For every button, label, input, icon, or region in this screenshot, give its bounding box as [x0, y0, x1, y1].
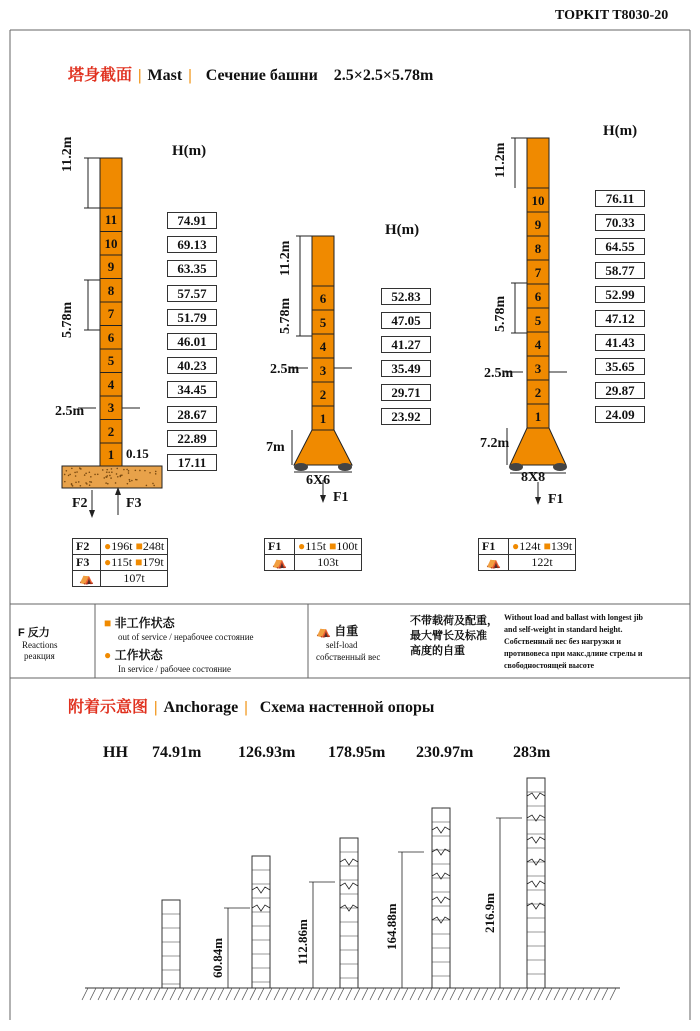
mast-section-number: 4 [319, 338, 327, 354]
mast-section-number: 3 [534, 360, 542, 376]
anchorage-height: 283m [513, 744, 551, 761]
ground-hatch-line [258, 988, 264, 1000]
mast-section-number: 10 [531, 192, 545, 208]
ground-hatch-line [130, 988, 136, 1000]
foundation-texture [121, 474, 123, 476]
height-value: 29.87 [595, 382, 645, 399]
model-label: TOPKIT T8030-20 [555, 8, 669, 23]
foundation-texture [123, 469, 125, 471]
foundation-texture [131, 480, 133, 482]
tower-1-width: 2.5m [55, 404, 85, 419]
anchorage-diagram [82, 778, 620, 1000]
tower-1-h-label: H(m) [172, 143, 207, 159]
legend-reactions-en: Reactions [22, 640, 58, 650]
foundation-texture [79, 467, 81, 469]
height-value: 41.27 [381, 336, 431, 353]
ground-hatch-line [138, 988, 144, 1000]
mast-section-number: 1 [534, 408, 542, 424]
foundation-texture [116, 468, 118, 470]
ground-hatch-line [482, 988, 488, 1000]
foundation-texture [149, 472, 151, 474]
tower-1-f3: F3 [126, 496, 142, 511]
foundation-texture [89, 481, 91, 483]
foundation-texture [71, 468, 73, 470]
ground-hatch-line [474, 988, 480, 1000]
ground-hatch-line [242, 988, 248, 1000]
tower-2-top-height: 11.2m [278, 240, 293, 276]
ground-hatch-line [82, 988, 88, 1000]
ground-hatch-line [426, 988, 432, 1000]
tower-3-reaction-table: F1 ●124t ■139t ⛺ 122t [478, 538, 576, 571]
foundation-texture [144, 470, 146, 472]
foundation-texture [94, 474, 96, 476]
anchorage-title-cn: 附着示意图 [68, 699, 149, 716]
foundation-texture [80, 485, 82, 487]
foundation-texture [129, 480, 131, 482]
mast-section-number: 7 [534, 264, 542, 280]
foundation-texture [90, 476, 92, 478]
foundation-texture [107, 483, 109, 485]
tower-3-base-height: 7.2m [480, 436, 510, 451]
height-value: 52.99 [595, 286, 645, 303]
ground-hatch-line [234, 988, 240, 1000]
foundation-texture [155, 471, 157, 473]
anchorage-title: 附着示意图 | Anchorage | Схема настенной опоры [68, 694, 434, 717]
mast-title-en: Mast [147, 67, 183, 84]
ground-hatch-line [322, 988, 328, 1000]
tower-3-section-height: 5.78m [493, 295, 508, 332]
foundation-texture [152, 483, 154, 485]
ground-hatch-line [514, 988, 520, 1000]
mast-section-number: 8 [534, 240, 542, 256]
ground-hatch-line [378, 988, 384, 1000]
ground-hatch-line [466, 988, 472, 1000]
legend-self-weight: ⛺ 自重 [316, 624, 359, 638]
self-weight-icon: ⛺ [479, 555, 509, 571]
ground-hatch-line [578, 988, 584, 1000]
foundation-texture [116, 473, 118, 475]
ground-hatch-line [434, 988, 440, 1000]
foundation-texture [72, 485, 74, 487]
anchorage-height: 126.93m [238, 744, 296, 761]
foundation-texture [153, 485, 155, 487]
mast-section-number: 3 [319, 362, 327, 378]
ground-hatch-line [226, 988, 232, 1000]
mast-section-number: 11 [104, 212, 118, 228]
ground-hatch-line [250, 988, 256, 1000]
ground-hatch-line [610, 988, 616, 1000]
foundation-texture [64, 474, 66, 476]
ground-hatch-line [162, 988, 168, 1000]
ground-hatch-line [410, 988, 416, 1000]
foundation-texture [139, 470, 141, 472]
ground-hatch-line [602, 988, 608, 1000]
mast-section-number: 7 [107, 306, 115, 322]
tower-1-reaction-table: F2 ●196t ■248t F3 ●115t ■179t ⛺ 107t [72, 538, 168, 587]
anchorage-title-ru: Схема настенной опоры [259, 699, 435, 716]
foundation-texture [106, 471, 108, 473]
circle-marker-icon: ● [104, 648, 112, 662]
foundation-texture [76, 471, 78, 473]
legend-note-cn: 不带载荷及配重， 最大臂长及标准 高度的自重 [410, 615, 498, 657]
height-value: 35.49 [381, 360, 431, 377]
height-value: 40.23 [167, 357, 217, 374]
foundation-texture [64, 481, 66, 483]
legend-self-en: self-load [326, 640, 358, 650]
ground-hatch-line [554, 988, 560, 1000]
height-value: 28.67 [167, 406, 217, 423]
height-value: 58.77 [595, 262, 645, 279]
foundation-texture [106, 475, 108, 477]
tower-2-base-height: 7m [266, 440, 285, 455]
anchorage-distance: 164.88m [384, 903, 399, 950]
foundation-texture [78, 481, 80, 483]
ground-hatch-line [394, 988, 400, 1000]
ground-hatch-line [210, 988, 216, 1000]
mast-section-number: 4 [107, 376, 115, 392]
ground-hatch-line [346, 988, 352, 1000]
mast-section-number: 1 [319, 410, 327, 426]
legend-out-service-en: out of service / нерабочее состояние [118, 632, 254, 642]
foundation-texture [66, 470, 68, 472]
height-value: 47.05 [381, 312, 431, 329]
ground-hatch-line [530, 988, 536, 1000]
height-value: 24.09 [595, 406, 645, 423]
foundation-texture [103, 477, 105, 479]
mast-section-number: 5 [534, 312, 542, 328]
ground-hatch-line [354, 988, 360, 1000]
ground-hatch-line [122, 988, 128, 1000]
height-value: 47.12 [595, 310, 645, 327]
height-value: 76.11 [595, 190, 645, 207]
height-value: 22.89 [167, 430, 217, 447]
ground-hatch-line [386, 988, 392, 1000]
ground-hatch-line [370, 988, 376, 1000]
foundation-texture [135, 479, 137, 481]
foundation-texture [110, 477, 112, 479]
ground-hatch-line [306, 988, 312, 1000]
mast-section-number: 9 [107, 259, 115, 275]
anchorage-distance: 216.9m [482, 892, 497, 933]
foundation-texture [91, 481, 93, 483]
foundation-texture [85, 473, 87, 475]
anchorage-height: 178.95m [328, 744, 386, 761]
legend-note-en-ru: Without load and ballast with longest jib and self-weight in standard height. Собственный вес без нагрузки и противовеса при макс.длине стрелы и свободностоящей высоте [504, 613, 643, 670]
mast-section-number: 6 [319, 290, 327, 306]
foundation-texture [74, 472, 76, 474]
ground-hatch-line [594, 988, 600, 1000]
legend-reactions-ru: реакция [24, 651, 55, 661]
height-value: 41.43 [595, 334, 645, 351]
ground-hatch-line [546, 988, 552, 1000]
foundation-texture [135, 470, 137, 472]
ground-hatch-line [202, 988, 208, 1000]
mast-section-number: 10 [104, 235, 118, 251]
ground-hatch-line [186, 988, 192, 1000]
self-weight-icon: ⛺ [265, 555, 295, 571]
mast-section-number: 2 [534, 384, 542, 400]
ground-hatch-line [98, 988, 104, 1000]
foundation-texture [127, 483, 129, 485]
mast-section-title: 塔身截面 | Mast | Сечение башни 2.5×2.5×5.78m [68, 62, 433, 85]
mast-section-number: 1 [107, 447, 115, 463]
foundation-texture [84, 474, 86, 476]
mast-section-number: 3 [107, 400, 115, 416]
foundation-texture [106, 469, 108, 471]
ground-hatch-line [298, 988, 304, 1000]
foundation-texture [85, 482, 87, 484]
foundation-texture [111, 471, 113, 473]
foundation-texture [89, 471, 91, 473]
ground-hatch-line [274, 988, 280, 1000]
mast-title-ru: Сечение башни [205, 67, 318, 84]
mast-section-number: 6 [534, 288, 542, 304]
foundation-texture [105, 482, 107, 484]
self-weight-icon: ⛺ [316, 624, 331, 638]
mast-section-number: 5 [107, 353, 115, 369]
ground-hatch-line [562, 988, 568, 1000]
square-marker-icon: ■ [104, 616, 112, 630]
height-value: 34.45 [167, 381, 217, 398]
foundation-texture [126, 469, 128, 471]
tower-2-section-height: 5.78m [278, 297, 293, 334]
ground-hatch-line [194, 988, 200, 1000]
ground-hatch-line [146, 988, 152, 1000]
anchorage-tower [527, 778, 545, 988]
legend-out-service: ■ 非工作状态 [104, 616, 175, 630]
height-value: 51.79 [167, 309, 217, 326]
foundation-texture [68, 475, 70, 477]
ground-hatch-line [178, 988, 184, 1000]
foundation-texture [109, 475, 111, 477]
ground-hatch-line [106, 988, 112, 1000]
self-weight-icon: ⛺ [73, 571, 101, 587]
height-value: 17.11 [167, 454, 217, 471]
tower-2-width: 2.5m [270, 362, 300, 377]
anchorage-distance: 112.86m [295, 919, 310, 965]
ground-hatch-line [282, 988, 288, 1000]
tower-3-base-width: 8X8 [521, 470, 546, 485]
mast-section-number: 9 [534, 216, 542, 232]
ground-hatch-line [442, 988, 448, 1000]
anchorage-title-en: Anchorage [163, 699, 239, 716]
height-value: 69.13 [167, 236, 217, 253]
foundation-texture [155, 473, 157, 475]
anchorage-height-list [0, 744, 700, 764]
anchorage-tower [162, 900, 180, 988]
height-value: 29.71 [381, 384, 431, 401]
tower-2-base [294, 430, 352, 465]
foundation-texture [102, 469, 104, 471]
ground-hatch-line [490, 988, 496, 1000]
foundation-texture [89, 484, 91, 486]
mast-section-number: 6 [107, 329, 115, 345]
anchorage-height: 230.97m [416, 744, 474, 761]
mast-section-number: 2 [107, 423, 115, 439]
height-value: 52.83 [381, 288, 431, 305]
ground-hatch-line [570, 988, 576, 1000]
foundation-texture [75, 475, 77, 477]
legend-in-service: ● 工作状态 [104, 648, 163, 662]
ground-hatch-line [538, 988, 544, 1000]
ground-hatch-line [498, 988, 504, 1000]
ground-hatch-line [362, 988, 368, 1000]
ground-hatch-line [586, 988, 592, 1000]
ground-hatch-line [402, 988, 408, 1000]
legend-self-ru: собственный вес [316, 652, 381, 662]
foundation-texture [111, 468, 113, 470]
tower-3-base [510, 428, 566, 465]
ground-hatch-line [330, 988, 336, 1000]
ground-hatch-line [506, 988, 512, 1000]
mast-dims: 2.5×2.5×5.78m [333, 67, 434, 84]
anchorage-hh-label: HH [103, 744, 128, 761]
foundation-texture [117, 476, 119, 478]
ground-hatch-line [90, 988, 96, 1000]
tower-2-reaction-table: F1 ●115t ■100t ⛺ 103t [264, 538, 362, 571]
foundation-texture [128, 472, 130, 474]
tower-2-f1: F1 [333, 490, 349, 505]
mast-section-number: 4 [534, 336, 542, 352]
height-value: 57.57 [167, 285, 217, 302]
foundation-texture [128, 470, 130, 472]
tower-1-f2: F2 [72, 496, 88, 511]
legend-f-label: F 反力 [18, 627, 50, 639]
tower-2-base-width: 6X6 [306, 473, 331, 488]
mast-section-number: 8 [107, 282, 115, 298]
anchorage-height: 74.91m [152, 744, 202, 761]
foundation-texture [108, 471, 110, 473]
anchorage-distance: 60.84m [210, 937, 225, 978]
ground-hatch-line [458, 988, 464, 1000]
height-value: 63.35 [167, 260, 217, 277]
mast-section-number: 2 [319, 386, 327, 402]
legend-in-service-en: In service / рабочее состояние [118, 664, 231, 674]
foundation-texture [129, 479, 131, 481]
ground-hatch-line [314, 988, 320, 1000]
foundation-texture [146, 485, 148, 487]
ground-hatch-line [154, 988, 160, 1000]
tower-3-top-height: 11.2m [493, 142, 508, 178]
height-value: 35.65 [595, 358, 645, 375]
foundation-texture [97, 474, 99, 476]
ground-hatch-line [450, 988, 456, 1000]
tower-1-top-height: 11.2m [60, 136, 75, 172]
ground-hatch-line [114, 988, 120, 1000]
foundation-texture [115, 482, 117, 484]
ground-hatch-line [338, 988, 344, 1000]
tower-1-section-height: 5.78m [60, 301, 75, 338]
mast-section-number: 5 [319, 314, 327, 330]
ground-hatch-line [290, 988, 296, 1000]
foundation-texture [120, 476, 122, 478]
height-value: 46.01 [167, 333, 217, 350]
ground-hatch-line [218, 988, 224, 1000]
height-value: 64.55 [595, 238, 645, 255]
tower-2-h-label: H(m) [385, 222, 420, 238]
tower-3-width: 2.5m [484, 366, 514, 381]
height-value: 70.33 [595, 214, 645, 231]
foundation-texture [75, 481, 77, 483]
mast-title-cn: 塔身截面 [68, 67, 133, 84]
tower-1-base-offset: 0.15 [126, 446, 149, 461]
tower-3-f1: F1 [548, 492, 564, 507]
ground-hatch-line [522, 988, 528, 1000]
ground-hatch-line [418, 988, 424, 1000]
foundation-texture [69, 474, 71, 476]
tower-3-h-label: H(m) [603, 123, 638, 139]
height-value: 74.91 [167, 212, 217, 229]
ground-hatch-line [266, 988, 272, 1000]
height-value: 23.92 [381, 408, 431, 425]
ground-hatch-line [170, 988, 176, 1000]
